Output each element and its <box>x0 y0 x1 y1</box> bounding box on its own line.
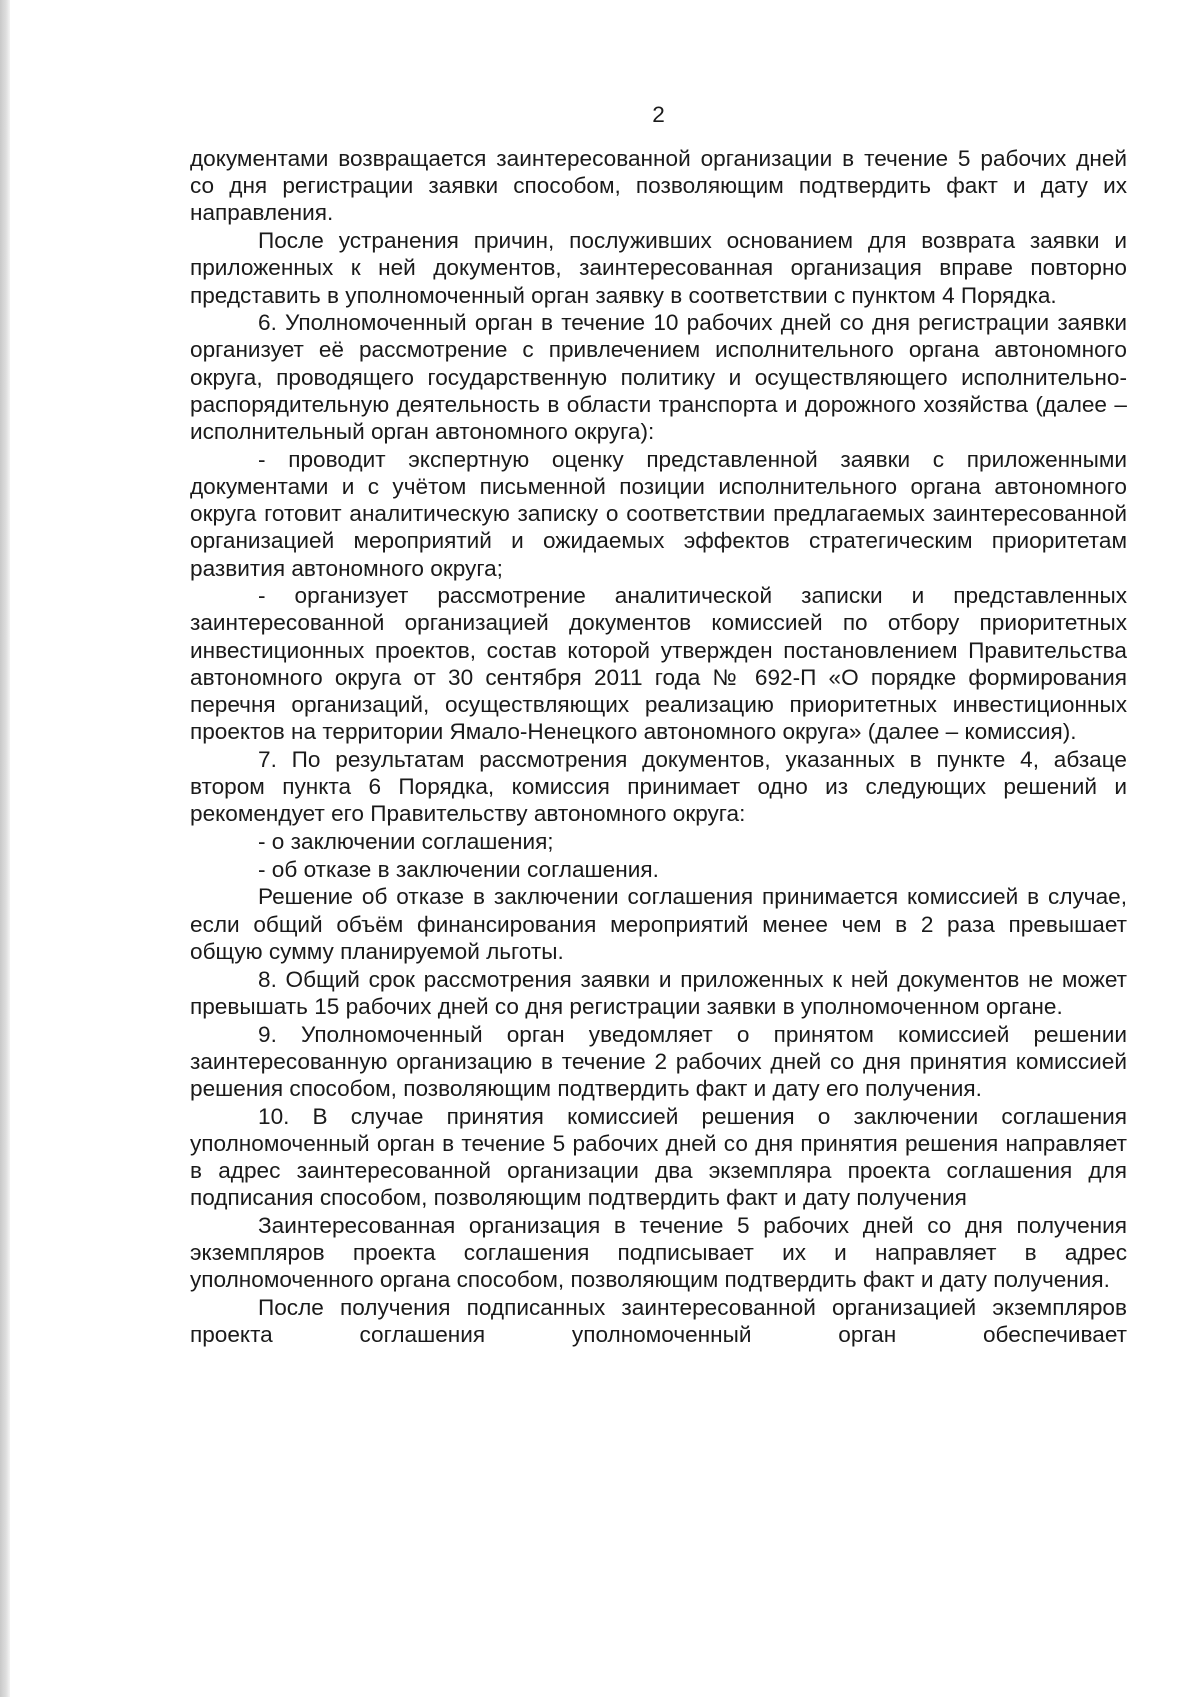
page-number: 2 <box>652 102 665 127</box>
list-item-refusal: - об отказе в заключении соглашения. <box>258 856 659 882</box>
paragraph-refusal-decision: Решение об отказе в заключении соглашения принимается комиссией в случае, если общий объём финансирования мероприятий менее чем в 2 раза превышает общую сумму планируемой льготы. <box>190 884 1127 964</box>
scan-left-edge-shadow <box>0 0 10 1697</box>
paragraph-signing: Заинтересованная организация в течение 5 рабочих дней со дня получения экземпляров проекта соглашения подписывает их и направляет в адрес уполномоченного органа способом, позволяющим подтвердить факт и дату получения. <box>190 1212 1127 1293</box>
paragraph-expert-assessment: - проводит экспертную оценку представленной заявки с приложенными документами и с учётом письменной позиции исполнительного органа автономного округа готовит аналитическую записку о соответствии предлагаемых заинтересованной организацией мероприятий и ожидаемых эффектов стратегическим приоритетам развития автономного округа; <box>190 446 1127 581</box>
paragraph-item-10: 10. В случае принятия комиссией решения о заключении соглашения уполномоченный орган в течение 5 рабочих дней со дня принятия решения направляет в адрес заинтересованной организации два экземпляра проекта соглашения для подписания способом, позволяющим подтвердить факт и дату получения <box>190 1103 1127 1211</box>
paragraph-item-6: 6. Уполномоченный орган в течение 10 рабочих дней со дня регистрации заявки организует её рассмотрение с привлечением исполнительного органа автономного округа, проводящего государственную политику и осуществляющего исполнительно-распорядительную деятельность в области транспорта и дорожного хозяйства (далее – исполнительный орган автономного округа): <box>190 310 1127 445</box>
paragraph-item-8: 8. Общий срок рассмотрения заявки и приложенных к ней документов не может превышать 15 рабочих дней со дня регистрации заявки в уполномоченном органе. <box>190 966 1127 1019</box>
paragraph-after-signing: После получения подписанных заинтересованной организацией экземпляров проекта соглашения уполномоченный орган обеспечивает <box>190 1295 1127 1348</box>
paragraph-resubmission: После устранения причин, послуживших основанием для возврата заявки и приложенных к ней документов, заинтересованная организация вправе повторно представить в уполномоченный орган заявку в соответствии с пунктом 4 Порядка. <box>190 228 1127 308</box>
paragraph-item-9: 9. Уполномоченный орган уведомляет о принятом комиссией решении заинтересованную организацию в течение 2 рабочих дней со дня принятия комиссией решения способом, позволяющим подтвердить факт и дату его получения. <box>190 1021 1127 1101</box>
paragraph-continuation: документами возвращается заинтересованной организации в течение 5 рабочих дней со дня регистрации заявки способом, позволяющим подтвердить факт и дату их направления. <box>190 146 1127 226</box>
paragraph-item-7: 7. По результатам рассмотрения документов, указанных в пункте 4, абзаце втором пункта 6 Порядка, комиссия принимает одно из следующих решений и рекомендует его Правительству автономного округа: <box>190 746 1127 827</box>
document-page <box>190 0 1127 1697</box>
list-item-conclusion: - о заключении соглашения; <box>258 829 554 855</box>
document-body <box>190 145 1127 1349</box>
paragraph-commission-review: - организует рассмотрение аналитической записки и представленных заинтересованной организацией документов комиссией по отбору приоритетных инвестиционных проектов, состав которой утвержден постановлением Правительства автономного округа от 30 сентября 2011 года № 692-П «О порядке формирования перечня организаций, осуществляющих реализацию приоритетных инвестиционных проектов на территории Ямало-Ненецкого автономного округа» (далее – комиссия). <box>190 583 1127 745</box>
